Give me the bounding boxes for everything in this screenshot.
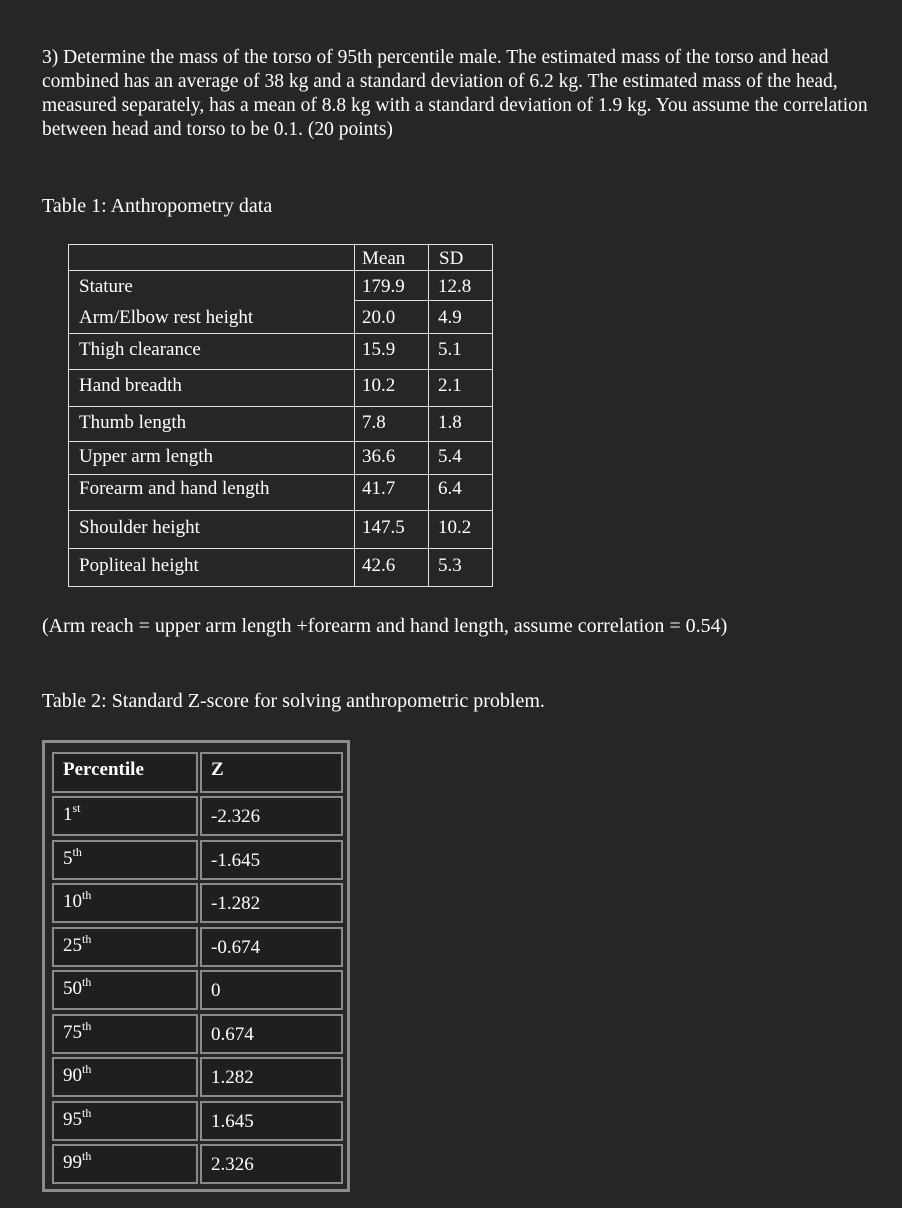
table2-z-cell <box>200 1144 343 1184</box>
table1-row-sd: 5.1 <box>438 339 462 360</box>
table2-header-z-cell <box>200 752 343 793</box>
percentile-ordinal-suffix: th <box>72 844 82 859</box>
table1-row-label: Hand breadth <box>79 375 182 396</box>
table1-row-label: Thumb length <box>79 412 187 433</box>
table2-percentile-cell <box>52 927 198 967</box>
table2-z-value: -0.674 <box>211 936 261 958</box>
table1-row-label: Shoulder height <box>79 517 200 538</box>
table1-caption: Table 1: Anthropometry data <box>42 195 273 217</box>
table1-row-label: Popliteal height <box>79 555 199 576</box>
table2-z-cell <box>200 970 343 1010</box>
question-text: 3) Determine the mass of the torso of 95th percentile male. The estimated mass of the torso and head combined has an average of 38 kg and a standard deviation of 6.2 kg. The estimated mass of the head, measured separately, has a mean of 8.8 kg with a standard deviation of 1.9 kg. You assume the correlation between head and torso to be 0.1. (20 points) <box>42 47 868 140</box>
percentile-ordinal-suffix: th <box>82 931 92 946</box>
percentile-number: 95 <box>63 1108 82 1130</box>
percentile-ordinal-suffix: th <box>82 1105 92 1120</box>
table1-row-mean: 7.8 <box>362 412 386 433</box>
percentile-number: 10 <box>63 891 82 912</box>
table1-row-label: Stature <box>79 276 133 297</box>
table2-z-cell <box>200 1101 343 1141</box>
table1-row-label: Forearm and hand length <box>79 478 270 499</box>
table2-percentile-cell <box>52 840 198 880</box>
table2-percentile <box>63 931 92 957</box>
table1-divider <box>69 333 492 334</box>
table1-row-label: Arm/Elbow rest height <box>79 307 254 328</box>
table1-row-mean: 15.9 <box>362 339 396 360</box>
table1-header-mean: Mean <box>362 248 406 269</box>
table2-percentile <box>63 801 81 826</box>
percentile-number: 99 <box>63 1152 82 1173</box>
table2-header-percentile-cell <box>52 752 198 793</box>
table2-z-cell <box>200 1014 343 1054</box>
table1-row-mean: 147.5 <box>362 517 405 538</box>
percentile-ordinal-suffix: st <box>72 801 81 815</box>
table1-row-mean: 20.0 <box>362 307 396 328</box>
table1-row-mean: 179.9 <box>362 276 405 297</box>
table2-percentile-cell <box>52 796 198 836</box>
table2-percentile <box>63 1062 92 1087</box>
table2-caption: Table 2: Standard Z-score for solving anthropometric problem. <box>42 690 545 712</box>
table1-divider <box>69 369 492 370</box>
table2-z-value: 2.326 <box>211 1154 254 1175</box>
table2-z-cell <box>200 796 343 836</box>
table1-row-sd: 12.8 <box>438 276 472 297</box>
table2-percentile <box>63 975 92 1000</box>
table1-divider <box>69 441 492 442</box>
table2-z-value: 1.282 <box>211 1067 254 1088</box>
table2-z-value: -2.326 <box>211 806 261 827</box>
table1-row-sd: 10.2 <box>438 517 472 538</box>
table2-z-value: 0 <box>211 980 221 1001</box>
table2-percentile-cell <box>52 883 198 923</box>
table1-divider <box>69 474 492 475</box>
table2-percentile <box>63 1105 92 1131</box>
percentile-number: 50 <box>63 978 82 999</box>
table1-row-mean: 41.7 <box>362 478 396 499</box>
table1-row-mean: 10.2 <box>362 375 396 396</box>
table1-divider <box>428 245 429 586</box>
table2-percentile <box>63 888 92 913</box>
percentile-number: 75 <box>63 1021 82 1043</box>
percentile-number: 5 <box>63 847 73 869</box>
table1-row-label: Upper arm length <box>79 446 214 467</box>
table1-row-sd: 6.4 <box>438 478 462 499</box>
table1-divider <box>69 510 492 511</box>
table2-z-value: -1.645 <box>211 849 261 871</box>
table2-z-cell <box>200 1057 343 1097</box>
table1-divider <box>69 270 492 271</box>
table1-divider <box>69 406 492 407</box>
table2-percentile-cell <box>52 1014 198 1054</box>
table1-header-sd: SD <box>439 248 464 269</box>
percentile-ordinal-suffix: th <box>82 1149 92 1163</box>
arm-reach-note: (Arm reach = upper arm length +forearm and hand length, assume correlation = 0.54) <box>42 615 728 637</box>
percentile-ordinal-suffix: th <box>82 888 92 902</box>
table1-row-label: Thigh clearance <box>79 339 201 360</box>
table2-z-value: 1.645 <box>211 1110 254 1132</box>
table2-header-percentile: Percentile <box>63 759 144 780</box>
table2-z-cell <box>200 927 343 967</box>
table2-z-value: 0.674 <box>211 1023 254 1045</box>
table2-percentile-cell <box>52 1144 198 1184</box>
table2-percentile-cell <box>52 1101 198 1141</box>
table1-row-mean: 36.6 <box>362 446 396 467</box>
table1-row-sd: 5.3 <box>438 555 462 576</box>
table1-divider <box>354 300 492 301</box>
table1-divider <box>354 245 355 586</box>
table1-row-sd: 2.1 <box>438 375 462 396</box>
table1-row-sd: 4.9 <box>438 307 462 328</box>
anthropometry-table <box>68 244 493 587</box>
z-score-table <box>42 740 350 1192</box>
table2-percentile-cell <box>52 1057 198 1097</box>
percentile-number: 90 <box>63 1065 82 1086</box>
table2-percentile <box>63 844 82 870</box>
table1-divider <box>69 548 492 549</box>
table1-row-sd: 1.8 <box>438 412 462 433</box>
table2-z-cell <box>200 840 343 880</box>
table2-percentile-cell <box>52 970 198 1010</box>
table2-percentile <box>63 1149 92 1174</box>
percentile-number: 1 <box>63 804 73 825</box>
percentile-ordinal-suffix: th <box>82 1018 92 1033</box>
percentile-ordinal-suffix: th <box>82 1062 92 1076</box>
percentile-number: 25 <box>63 934 82 956</box>
percentile-ordinal-suffix: th <box>82 975 92 989</box>
table2-z-cell <box>200 883 343 923</box>
table1-row-mean: 42.6 <box>362 555 396 576</box>
table2-percentile <box>63 1018 92 1044</box>
table2-z-value: -1.282 <box>211 893 261 914</box>
table1-row-sd: 5.4 <box>438 446 462 467</box>
table2-header-z: Z <box>211 759 224 780</box>
